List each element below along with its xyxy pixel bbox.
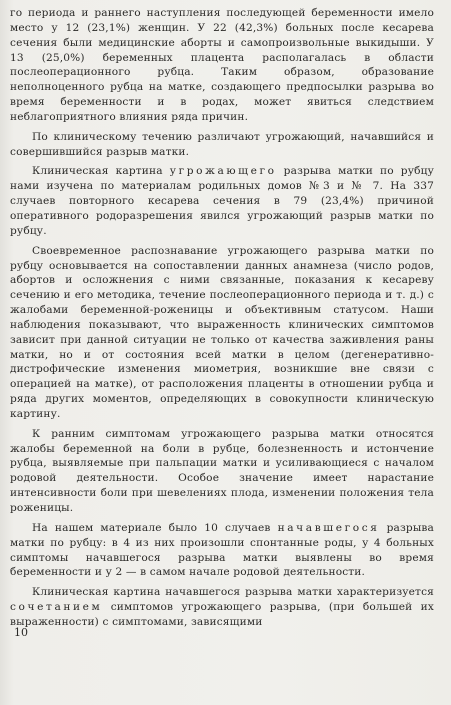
paragraph-7: [10, 585, 434, 630]
page-number: 10: [14, 626, 28, 639]
paragraph-3: [10, 164, 434, 238]
paragraph-2-text: По клиническому течению различают угрожающий, начавшийся и совершившийся разрыв матки.: [10, 130, 434, 158]
paragraph-1: [10, 6, 434, 125]
paragraph-5-text: К ранним симптомам угрожающего разрыва матки относятся жалобы беременной на боли в рубце, болезненность и истончение рубца, выявляемые при пальпации матки и усиливающиеся с началом родовой деятельности. Особое значение имеет нарастание интенсивности боли при шевелениях плода, изменении положения тела роженицы.: [10, 427, 434, 514]
paragraph-2: [10, 130, 434, 160]
paragraph-7-text-start: Клиническая картина начавшегося разрыва матки характеризуется: [32, 586, 434, 599]
document-body: [10, 6, 434, 635]
paragraph-1-text: го периода и раннего наступления последующей беременности имело место у 12 (23,1%) женщин. У 22 (42,3%) больных после кесарева сечения были медицинские аборты и самопроизвольные выкидыши. У 13 (25,0%) беременных плацента располагалась в области послеоперационного рубца. Таким образом, образование неполноценного рубца на матке, создающего предпосылки разрыва во время беременности и в родах, может явиться следствием неблагоприятного влияния ряда причин.: [10, 7, 434, 123]
paragraph-3-text-start: Клиническая картина: [32, 165, 170, 178]
paragraph-3-text-end: разрыва матки по рубцу нами изучена по материалам родильных домов №3 и № 7. На 337 случаев повторного кесарева сечения в 79 (23,4%) причиной оперативного родоразрешения явился угрожающий разрыв матки по рубцу.: [10, 165, 434, 237]
paragraph-4: [10, 244, 434, 422]
paragraph-4-text: Своевременное распознавание угрожающего разрыва матки по рубцу основывается на сопоставлении данных анамнеза (число родов, абортов и осложнения с ними связанные, показания к кесареву сечению и его методика, течение послеоперационного периода и т. д.) с жалобами беременной-роженицы и объективным статусом. Наши наблюдения показывают, что выраженность клинических симптомов зависит при данной ситуации не только от качества заживления раны матки, но и от состояния всей матки в целом (дегенеративно-дистрофические изменения миометрия, возникшие вне связи с операцией на матке), от расположения плаценты в отношении рубца и ряда других моментов, определяющих в совокупности клиническую картину.: [10, 244, 434, 420]
paragraph-6-text-end: разрыва матки по рубцу: в 4 из них произошли спонтанные роды, у 4 больных симптомы начавшегося разрыва матки выявлены во время беременности и у 2 — в самом начале родовой деятельности.: [10, 521, 435, 579]
paragraph-7-text-end: симптомов угрожающего разрыва, (при большей их выраженности) с симптомами, зависящими: [10, 601, 434, 628]
paragraph-6: [10, 521, 434, 580]
paragraph-3-emphasis: угрожающего: [169, 165, 277, 178]
paragraph-6-emphasis: начавшегося: [277, 521, 380, 534]
paragraph-5: [10, 427, 434, 516]
paragraph-6-text-start: На нашем материале было 10 случаев: [32, 521, 278, 534]
paragraph-7-emphasis: сочетанием: [10, 601, 103, 614]
